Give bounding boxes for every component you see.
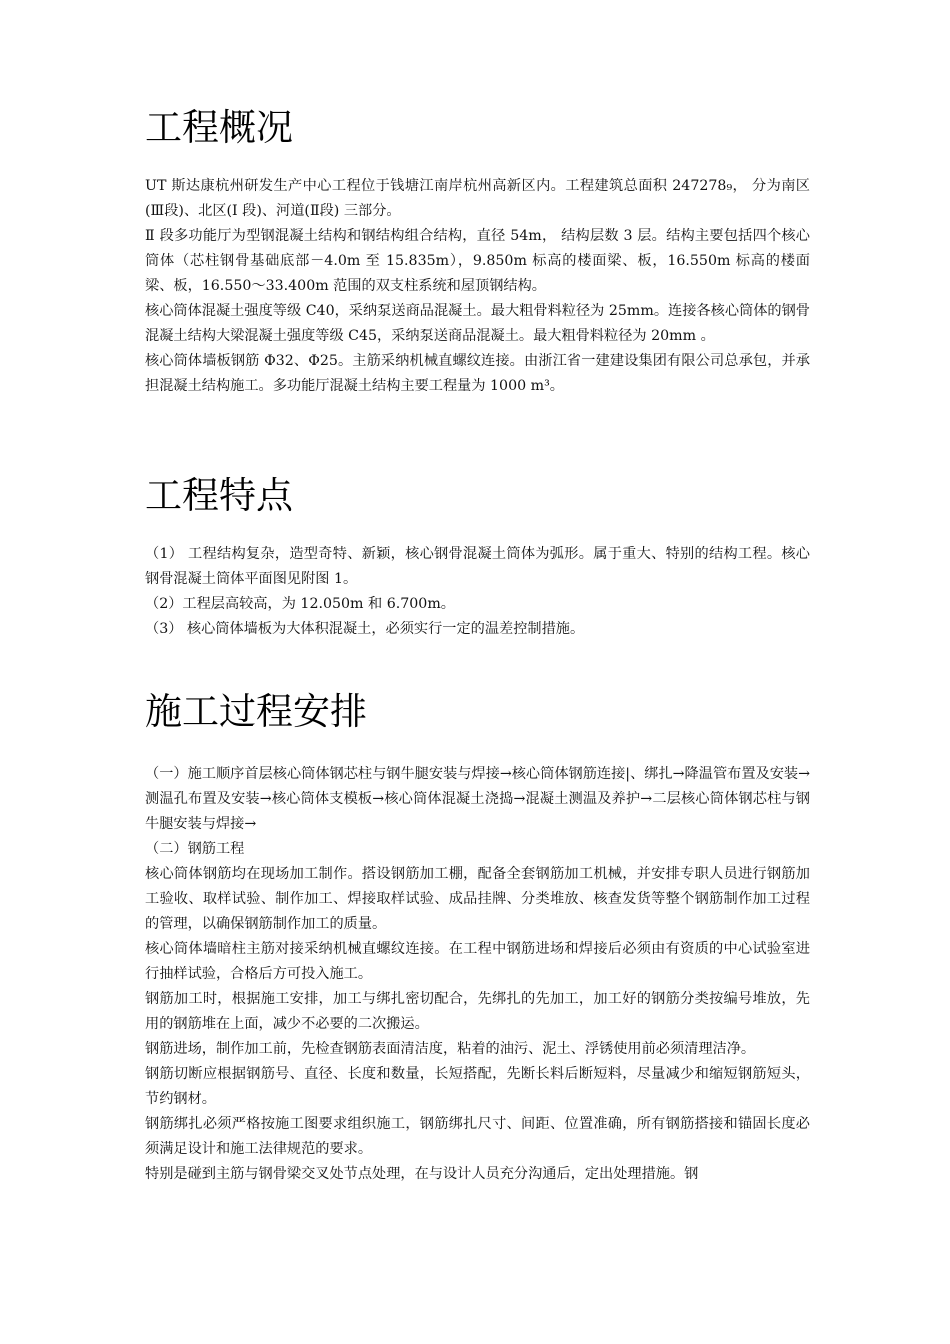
paragraph: 核心筒体钢筋均在现场加工制作。搭设钢筋加工棚，配备全套钢筋加工机械，并安排专职人员进行钢筋加工验收、取样试验、制作加工、焊接取样试验、成品挂牌、分类堆放、核查发货等整个钢筋制作加工过程的管理，以确保钢筋制作加工的质量。: [145, 866, 810, 932]
section-title-overview: 工程概况: [145, 106, 293, 149]
section-features-body: [145, 542, 810, 642]
paragraph: 钢筋切断应根据钢筋号、直径、长度和数量，长短搭配，先断长料后断短料，尽量减少和缩短钢筋短头，节约钢材。: [145, 1066, 810, 1107]
paragraph: （3） 核心筒体墙板为大体积混凝土，必须实行一定的温差控制措施。: [145, 621, 585, 637]
paragraph: 钢筋绑扎必须严格按施工图要求组织施工，钢筋绑扎尺寸、间距、位置准确，所有钢筋搭接和锚固长度必须满足设计和施工法律规范的要求。: [145, 1116, 810, 1157]
paragraph: （2）工程层高较高，为 12.050m 和 6.700m。: [145, 596, 455, 612]
section-construction-body: [145, 762, 810, 1187]
paragraph: Ⅱ 段多功能厅为型钢混凝土结构和钢结构组合结构，直径 54m， 结构层数 3 层。结构主要包括四个核心筒体（芯柱钢骨基础底部－4.0m 至 15.835m），9.850m 标高的楼面梁、板，16.550m 标高的楼面梁、板，16.550～33.400m 范围的双支柱系统和屋顶钢结构。: [145, 228, 810, 294]
paragraph: 核心筒体墙板钢筋 Φ32、Φ25。主筋采纳机械直螺纹连接。由浙江省一建建设集团有限公司总承包，并承担混凝土结构施工。多功能厅混凝土结构主要工程量为 1000 m³。: [145, 353, 810, 394]
paragraph: 核心筒体混凝土强度等级 C40，采纳泵送商品混凝土。最大粗骨料粒径为 25mm。连接各核心筒体的钢骨混凝土结构大梁混凝土强度等级 C45，采纳泵送商品混凝土。最大粗骨料粒径为 20mm 。: [145, 303, 810, 344]
section-title-construction-arrangement: 施工过程安排: [145, 690, 367, 733]
paragraph: 特别是碰到主筋与钢骨梁交叉处节点处理，在与设计人员充分沟通后，定出处理措施。钢: [145, 1166, 699, 1182]
paragraph: UT 斯达康杭州研发生产中心工程位于钱塘江南岸杭州高新区内。工程建筑总面积 247278₉， 分为南区(Ⅲ段)、北区(Ⅰ 段)、河道(Ⅱ段) 三部分。: [145, 178, 810, 219]
paragraph: （二）钢筋工程: [145, 841, 245, 857]
paragraph: 钢筋加工时，根据施工安排，加工与绑扎密切配合，先绑扎的先加工，加工好的钢筋分类按编号堆放，先用的钢筋堆在上面，减少不必要的二次搬运。: [145, 991, 810, 1032]
section-overview-body: [145, 174, 810, 399]
section-title-features: 工程特点: [145, 474, 293, 517]
paragraph: （1） 工程结构复杂，造型奇特、新颖，核心钢骨混凝土筒体为弧形。属于重大、特别的结构工程。核心钢骨混凝土筒体平面图见附图 1。: [145, 546, 810, 587]
paragraph: 钢筋进场，制作加工前，先检查钢筋表面清洁度，粘着的油污、泥土、浮锈使用前必须清理洁净。: [145, 1041, 756, 1057]
paragraph: （一）施工顺序首层核心筒体钢芯柱与钢牛腿安装与焊接→核心筒体钢筋连接|、绑扎→降温管布置及安装→测温孔布置及安装→核心筒体支模板→核心筒体混凝土浇捣→混凝土测温及养护→二层核心筒体钢芯柱与钢牛腿安装与焊接→: [145, 766, 810, 832]
paragraph: 核心筒体墙暗柱主筋对接采纳机械直螺纹连接。在工程中钢筋进场和焊接后必须由有资质的中心试验室进行抽样试验，合格后方可投入施工。: [145, 941, 810, 982]
